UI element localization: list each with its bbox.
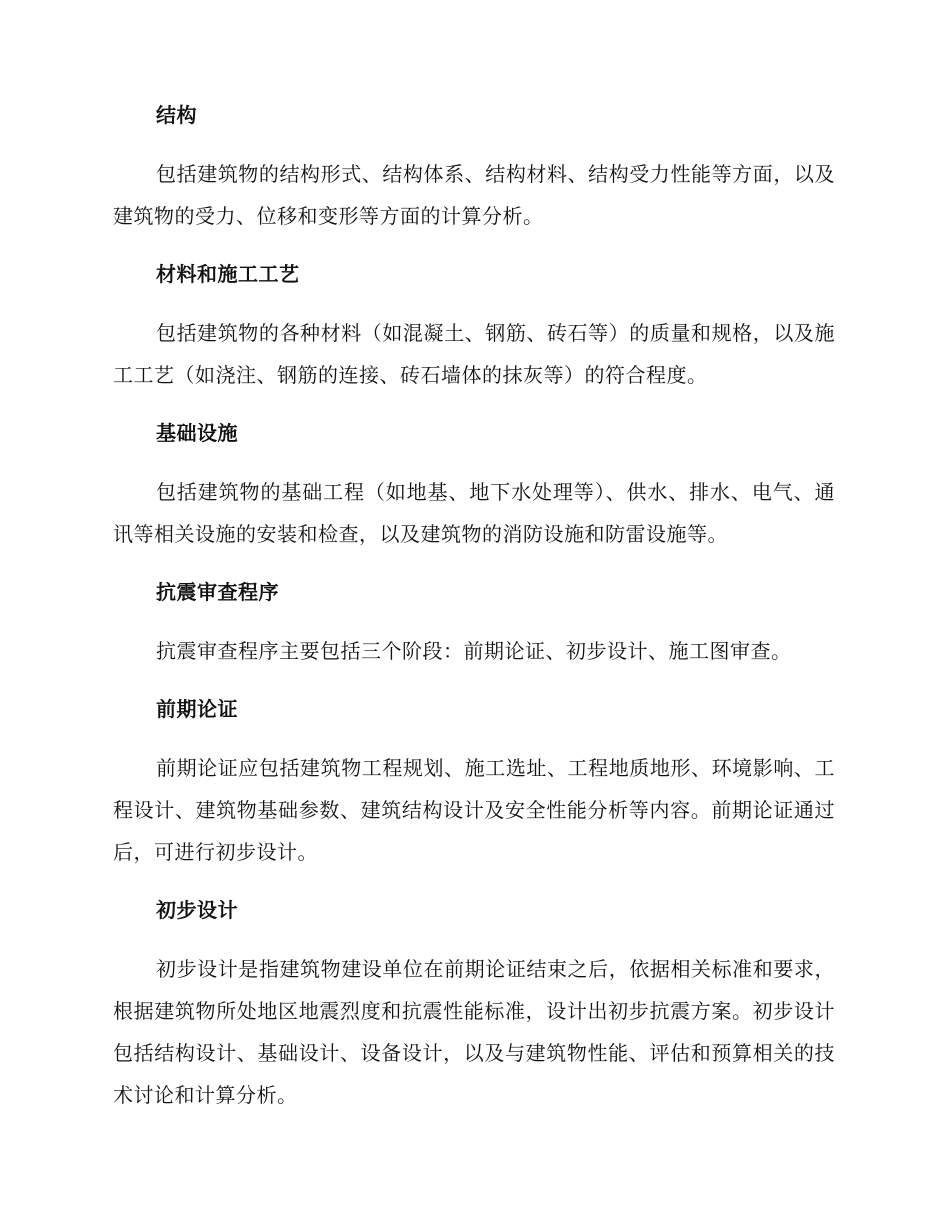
section-paragraph-structure: 包括建筑物的结构形式、结构体系、结构材料、结构受力性能等方面，以及建筑物的受力、位移和变形等方面的计算分析。 bbox=[113, 162, 835, 228]
section-heading-materials: 材料和施工工艺 bbox=[156, 262, 300, 286]
section-heading-preliminary-design: 初步设计 bbox=[156, 898, 238, 922]
section-paragraph-materials: 包括建筑物的各种材料（如混凝土、钢筋、砖石等）的质量和规格，以及施工工艺（如浇注、钢筋的连接、砖石墙体的抹灰等）的符合程度。 bbox=[113, 321, 835, 387]
document-page bbox=[113, 100, 835, 1116]
section-heading-structure: 结构 bbox=[156, 103, 197, 127]
section-paragraph-seismic-review: 抗震审查程序主要包括三个阶段：前期论证、初步设计、施工图审查。 bbox=[156, 639, 792, 663]
section-heading-preliminary-study: 前期论证 bbox=[156, 697, 238, 721]
section-paragraph-infrastructure: 包括建筑物的基础工程（如地基、地下水处理等）、供水、排水、电气、通讯等相关设施的安装和检查，以及建筑物的消防设施和防雷设施等。 bbox=[113, 480, 835, 546]
section-paragraph-preliminary-design: 初步设计是指建筑物建设单位在前期论证结束之后，依据相关标准和要求，根据建筑物所处地区地震烈度和抗震性能标准，设计出初步抗震方案。初步设计包括结构设计、基础设计、设备设计，以及与建筑物性能、评估和预算相关的技术讨论和计算分析。 bbox=[113, 957, 835, 1107]
section-heading-infrastructure: 基础设施 bbox=[156, 421, 238, 445]
section-paragraph-preliminary-study: 前期论证应包括建筑物工程规划、施工选址、工程地质地形、环境影响、工程设计、建筑物基础参数、建筑结构设计及安全性能分析等内容。前期论证通过后，可进行初步设计。 bbox=[113, 756, 835, 864]
section-heading-seismic-review: 抗震审查程序 bbox=[156, 580, 279, 604]
